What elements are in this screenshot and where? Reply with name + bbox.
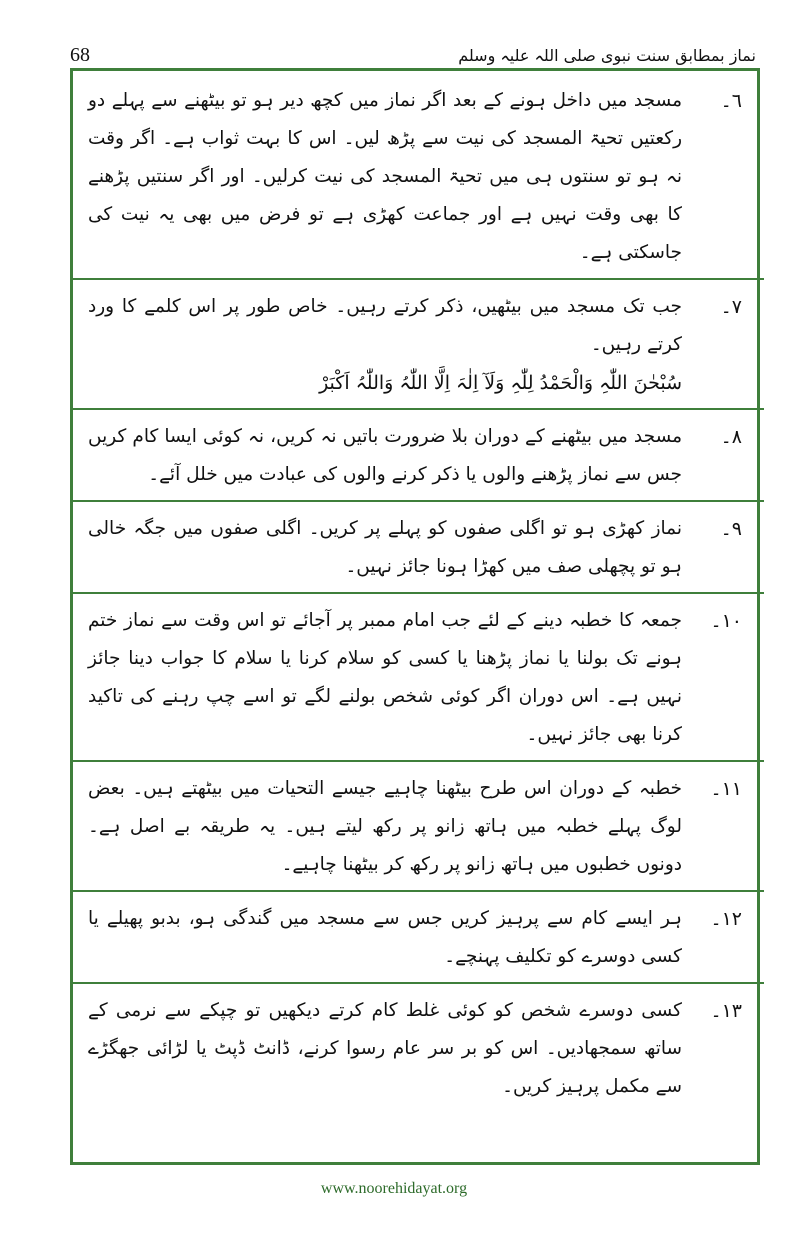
item-text: خطبہ کے دوران اس طرح بیٹھنا چاہیے جیسے التحیات میں بیٹھتے ہیں۔ بعض لوگ پہلے خطبہ میں ہاتھ زانو پر رکھ لیتے ہیں۔ یہ طریقہ بے اصل ہے۔ دونوں خطبوں میں ہاتھ زانو پر رکھ کر بیٹھنا چاہیے۔ — [88, 778, 682, 875]
item-number: ١٢۔ — [710, 908, 742, 930]
numbered-list — [82, 82, 752, 1106]
list-item — [82, 602, 752, 754]
item-text: نماز کھڑی ہو تو اگلی صفوں کو پہلے پر کریں۔ اگلی صفوں میں جگہ خالی ہو تو پچھلی صف میں کھڑا ہونا جائز نہیں۔ — [88, 518, 682, 577]
list-item — [82, 510, 752, 586]
item-number: ٧۔ — [720, 296, 742, 318]
divider — [70, 592, 764, 594]
list-item — [82, 900, 752, 976]
list-item — [82, 82, 752, 272]
divider — [70, 500, 764, 502]
list-item — [82, 770, 752, 884]
list-item — [82, 418, 752, 494]
item-number: ٩۔ — [720, 518, 742, 540]
item-text-block — [88, 288, 682, 402]
page-number: 68 — [70, 44, 90, 66]
item-text: کسی دوسرے شخص کو کوئی غلط کام کرتے دیکھیں تو چپکے سے نرمی کے ساتھ سمجھادیں۔ اس کو بر سر عام رسوا کرنے، ڈانٹ ڈپٹ یا لڑائی جھگڑے سے مکمل پرہیز کریں۔ — [88, 1000, 682, 1097]
divider — [70, 408, 764, 410]
running-title: نماز بمطابق سنت نبوی صلی اللہ علیہ وسلم — [458, 46, 756, 65]
footer-website-link[interactable]: www.noorehidayat.org — [320, 1180, 468, 1197]
item-text: ہر ایسے کام سے پرہیز کریں جس سے مسجد میں گندگی ہو، بدبو پھیلے یا کسی دوسرے کو تکلیف پہنچے۔ — [88, 908, 682, 967]
divider — [70, 890, 764, 892]
list-item — [82, 288, 752, 402]
list-item — [82, 992, 752, 1106]
item-text: جب تک مسجد میں بیٹھیں، ذکر کرتے رہیں۔ خاص طور پر اس کلمے کا ورد کرتے رہیں۔ — [88, 296, 682, 355]
divider — [70, 278, 764, 280]
divider — [70, 760, 764, 762]
item-number: ٨۔ — [720, 426, 742, 448]
item-text: مسجد میں داخل ہونے کے بعد اگر نماز میں کچھ دیر ہو تو بیٹھنے سے پہلے دو رکعتیں تحیۃ المسجد کی نیت سے پڑھ لیں۔ اس کا بہت ثواب ہے۔ اگر وقت نہ ہو تو سنتوں ہی میں تحیۃ المسجد کی نیت کرلیں۔ اور اگر سنتیں پڑھنے کا بھی وقت نہیں ہے اور جماعت کھڑی ہے تو فرض میں بھی یہ نیت کی جاسکتی ہے۔ — [88, 90, 682, 263]
arabic-kalima: سُبْحٰنَ اللّٰہِ وَالْحَمْدُ لِلّٰہِ وَلَآ اِلٰہَ اِلَّا اللّٰہُ وَاللّٰہُ اَکْبَرْ — [319, 372, 682, 394]
item-number: ١٣۔ — [710, 1000, 742, 1022]
item-number: ٦۔ — [720, 90, 742, 112]
item-number: ١٠۔ — [710, 610, 742, 632]
divider — [70, 982, 764, 984]
item-number: ١١۔ — [710, 778, 742, 800]
item-text: مسجد میں بیٹھنے کے دوران بلا ضرورت باتیں نہ کریں، نہ کوئی ایسا کام کریں جس سے نماز پڑھنے والوں یا ذکر کرنے والوں کی عبادت میں خلل آئے۔ — [88, 426, 682, 485]
item-text: جمعہ کا خطبہ دینے کے لئے جب امام ممبر پر آجائے تو اس وقت سے نماز ختم ہونے تک بولنا یا نماز پڑھنا یا کسی کو سلام کرنا یا سلام کا جواب دینا جائز نہیں ہے۔ اس دوران اگر کوئی شخص بولنے لگے تو اسے چپ رہنے کی تاکید کرنا بھی جائز نہیں۔ — [88, 610, 682, 745]
